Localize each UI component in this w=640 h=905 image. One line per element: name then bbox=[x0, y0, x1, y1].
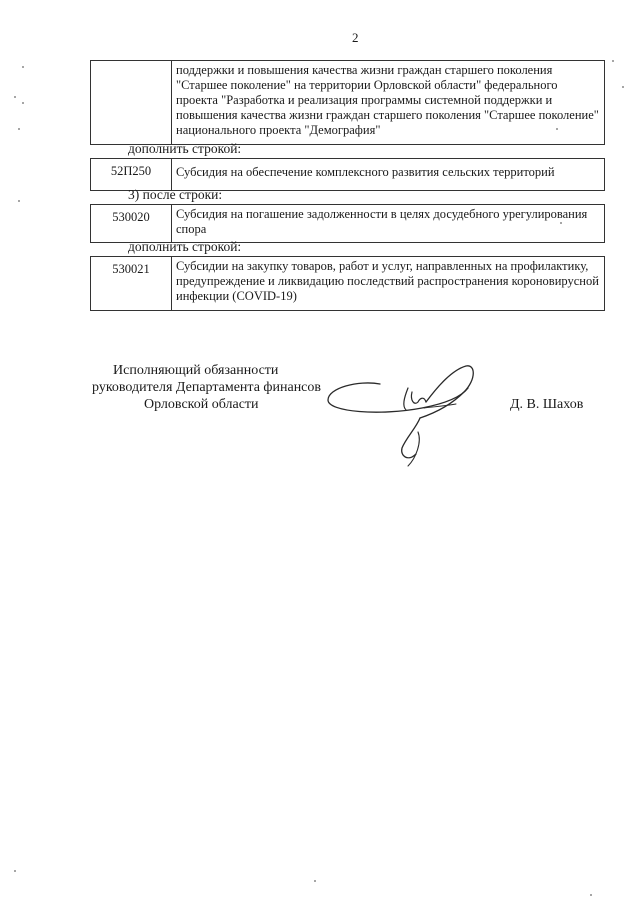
scan-speck bbox=[612, 60, 614, 62]
instruction-after-row: 3) после строки: bbox=[128, 187, 223, 202]
scan-speck bbox=[314, 880, 316, 882]
page-number: 2 bbox=[352, 30, 359, 45]
table-row bbox=[91, 205, 605, 243]
code-table-top bbox=[90, 60, 605, 145]
code-cell: 530021 bbox=[91, 257, 172, 311]
scan-speck bbox=[22, 102, 24, 104]
instruction-add-row: дополнить строкой: bbox=[128, 141, 242, 156]
scan-speck bbox=[22, 66, 24, 68]
scan-speck bbox=[18, 200, 20, 202]
signer-name: Д. В. Шахов bbox=[510, 397, 584, 412]
table-row bbox=[91, 159, 605, 191]
scan-speck bbox=[18, 128, 20, 130]
table-row bbox=[91, 257, 605, 311]
description-cell: Субсидия на обеспечение комплексного развития сельских территорий bbox=[172, 159, 605, 191]
description-cell: поддержки и повышения качества жизни граждан старшего поколения "Старшее поколение" на территории Орловской области" федерального проекта "Разработка и реализация программы системной поддержки и повышения качества жизни граждан старшего поколения "Старшее поколение" национального проекта "Демография" bbox=[172, 61, 605, 145]
instruction-add-row: дополнить строкой: bbox=[128, 239, 242, 254]
code-table-530021 bbox=[90, 256, 605, 311]
code-cell: 530020 bbox=[91, 205, 172, 243]
scan-speck bbox=[622, 86, 624, 88]
scan-speck bbox=[14, 96, 16, 98]
signer-position-line: Исполняющий обязанности bbox=[113, 363, 279, 378]
description-cell: Субсидия на погашение задолженности в целях досудебного урегулирования спора bbox=[172, 205, 605, 243]
table-row bbox=[91, 61, 605, 145]
code-cell: 52П250 bbox=[91, 159, 172, 191]
scan-speck bbox=[14, 870, 16, 872]
signer-position-line: руководителя Департамента финансов bbox=[92, 380, 322, 395]
handwritten-signature bbox=[320, 358, 510, 468]
description-cell: Субсидии на закупку товаров, работ и услуг, направленных на профилактику, предупреждение и ликвидацию последствий распространения короновирусной инфекции (COVID-19) bbox=[172, 257, 605, 311]
signer-position-line: Орловской области bbox=[144, 397, 259, 412]
scan-speck bbox=[560, 222, 562, 224]
scan-speck bbox=[590, 894, 592, 896]
code-cell bbox=[91, 61, 172, 145]
code-table-530020 bbox=[90, 204, 605, 243]
scan-speck bbox=[556, 128, 558, 130]
